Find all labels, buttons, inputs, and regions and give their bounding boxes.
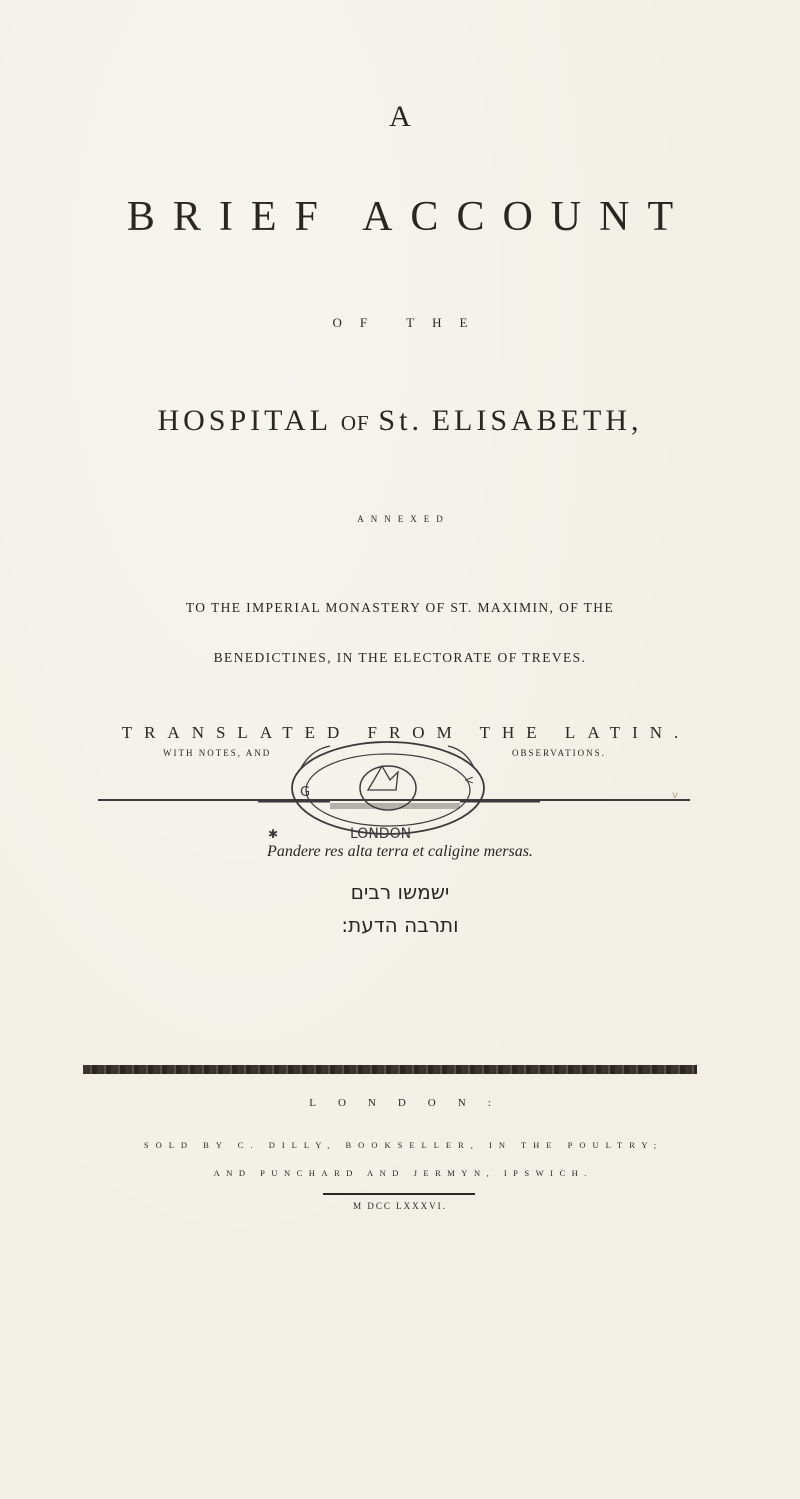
article-heading: A — [389, 100, 411, 133]
hebrew-line-2: ותרבה הדעת: — [341, 913, 459, 937]
hebrew-line-1: ישמשו רבים — [350, 880, 450, 904]
svg-text:v: v — [672, 790, 678, 801]
svg-text:<: < — [464, 773, 475, 787]
hospital-line — [0, 404, 800, 438]
benedictines-line: BENEDICTINES, IN THE ELECTORATE OF TREVES. — [213, 650, 587, 665]
latin-motto: Pandere res alta terra et caligine mersas. — [267, 843, 533, 860]
of-the-line: OF THE — [332, 315, 486, 330]
imperial-monastery-line: TO THE IMPERIAL MONASTERY OF ST. MAXIMIN, OF THE — [185, 600, 615, 615]
thick-divider — [83, 1065, 697, 1074]
main-title: BRIEF ACCOUNT — [126, 194, 692, 240]
notes-row — [0, 740, 800, 800]
annexed-line: ANNEXED — [357, 514, 450, 524]
imprint-date: M DCC LXXXVI. — [353, 1201, 447, 1211]
hospital-of-word: OF — [340, 411, 370, 435]
notes-left-text: WITH NOTES, AND — [163, 748, 272, 758]
stamp-label: LONDON — [350, 826, 412, 842]
saint-abbrev: St. — [378, 404, 423, 437]
translated-line: TRANSLATED FROM THE LATIN. — [121, 723, 691, 742]
elisabeth-word: ELISABETH, — [431, 404, 643, 437]
short-divider — [323, 1193, 475, 1195]
imprint-sold-by: SOLD BY C. DILLY, BOOKSELLER, IN THE POULTRY; — [143, 1140, 664, 1150]
hospital-word: HOSPITAL — [157, 404, 333, 437]
svg-text:✱: ✱ — [268, 827, 279, 841]
notes-right-text: OBSERVATIONS. — [512, 748, 606, 758]
imprint-city: LONDON: — [309, 1097, 513, 1109]
svg-text:G: G — [300, 785, 311, 800]
imprint-punchard: AND PUNCHARD AND JERMYN, IPSWICH. — [213, 1168, 593, 1178]
